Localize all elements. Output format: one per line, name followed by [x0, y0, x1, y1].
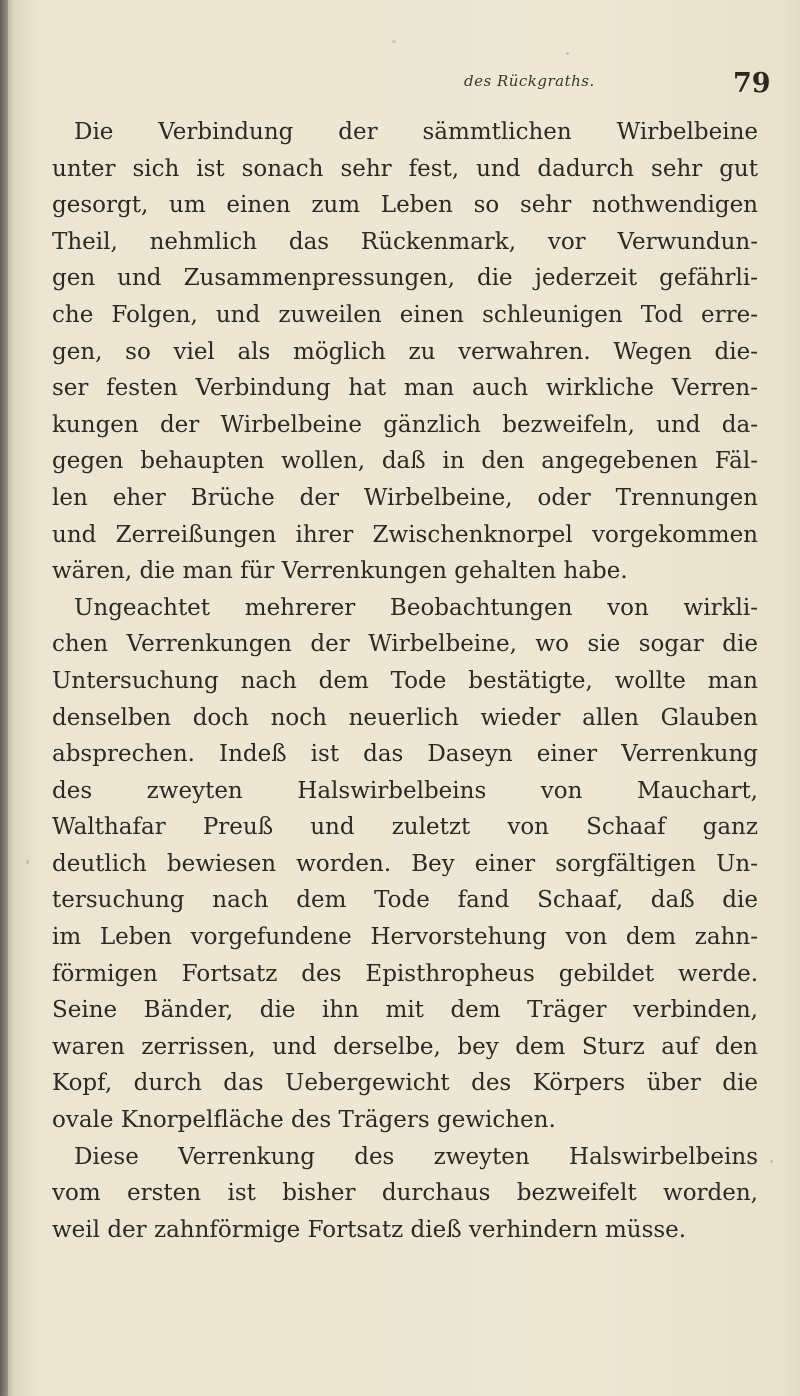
text-line: Theil, nehmlich das Rückenmark, vor Verwundun-	[52, 228, 758, 255]
text-line: Walthafar Preuß und zuletzt von Schaaf ganz	[52, 814, 758, 841]
text-line: Seine Bänder, die ihn mit dem Träger verbinden,	[52, 997, 758, 1024]
running-head: des Rückgraths.	[464, 72, 595, 90]
text-line: che Folgen, und zuweilen einen schleunigen Tod erre-	[52, 301, 758, 328]
text-line: Kopf, durch das Uebergewicht des Körpers über die	[52, 1070, 758, 1097]
text-line: und Zerreißungen ihrer Zwischenknorpel vorgekommen	[52, 521, 758, 548]
text-line: vom ersten ist bisher durchaus bezweifelt worden,	[52, 1180, 758, 1207]
text-line: Ungeachtet mehrerer Beobachtungen von wirkli-	[74, 594, 758, 621]
text-line: wären, die man für Verrenkungen gehalten habe.	[52, 558, 628, 585]
text-line: tersuchung nach dem Tode fand Schaaf, daß die	[52, 887, 758, 914]
text-line: Diese Verrenkung des zweyten Halswirbelbeins	[74, 1143, 758, 1170]
text-line: len eher Brüche der Wirbelbeine, oder Trennungen	[52, 484, 758, 511]
text-line: unter sich ist sonach sehr fest, und dadurch sehr gut	[52, 155, 758, 182]
text-line: gen, so viel als möglich zu verwahren. Wegen die-	[52, 338, 758, 365]
page-header	[0, 68, 800, 108]
text-line: kungen der Wirbelbeine gänzlich bezweifeln, und da-	[52, 411, 758, 438]
page-number: 79	[733, 68, 771, 99]
body-text	[52, 114, 758, 1248]
text-line: Untersuchung nach dem Tode bestätigte, wollte man	[52, 667, 758, 694]
text-line: denselben doch noch neuerlich wieder allen Glauben	[52, 704, 758, 731]
text-line: im Leben vorgefundene Hervorstehung von dem zahn-	[52, 924, 758, 951]
text-line: deutlich bewiesen worden. Bey einer sorgfältigen Un-	[52, 850, 758, 877]
text-line: gegen behaupten wollen, daß in den angegebenen Fäl-	[52, 448, 758, 475]
text-line: absprechen. Indeß ist das Daseyn einer Verrenkung	[52, 741, 758, 768]
text-line: gen und Zusammenpressungen, die jederzeit gefährli-	[52, 265, 758, 292]
text-line: des zweyten Halswirbelbeins von Mauchart,	[52, 777, 758, 804]
text-line: Die Verbindung der sämmtlichen Wirbelbeine	[74, 119, 758, 145]
page-binding-edge	[0, 0, 8, 1396]
text-line: gesorgt, um einen zum Leben so sehr nothwendigen	[52, 192, 758, 219]
text-line: weil der zahnförmige Fortsatz dieß verhindern müsse.	[52, 1216, 687, 1243]
paper-speck	[770, 1160, 773, 1163]
paper-speck	[566, 52, 569, 55]
text-line: förmigen Fortsatz des Episthropheus gebildet werde.	[52, 960, 758, 987]
text-line: waren zerrissen, und derselbe, bey dem Sturz auf den	[52, 1033, 758, 1060]
paper-speck	[26, 860, 29, 864]
text-line: ovale Knorpelfläche des Trägers gewichen.	[52, 1107, 556, 1134]
text-line: ser festen Verbindung hat man auch wirkliche Verren-	[52, 375, 758, 402]
text-line: chen Verrenkungen der Wirbelbeine, wo sie sogar die	[52, 631, 758, 658]
paper-speck	[392, 40, 396, 43]
